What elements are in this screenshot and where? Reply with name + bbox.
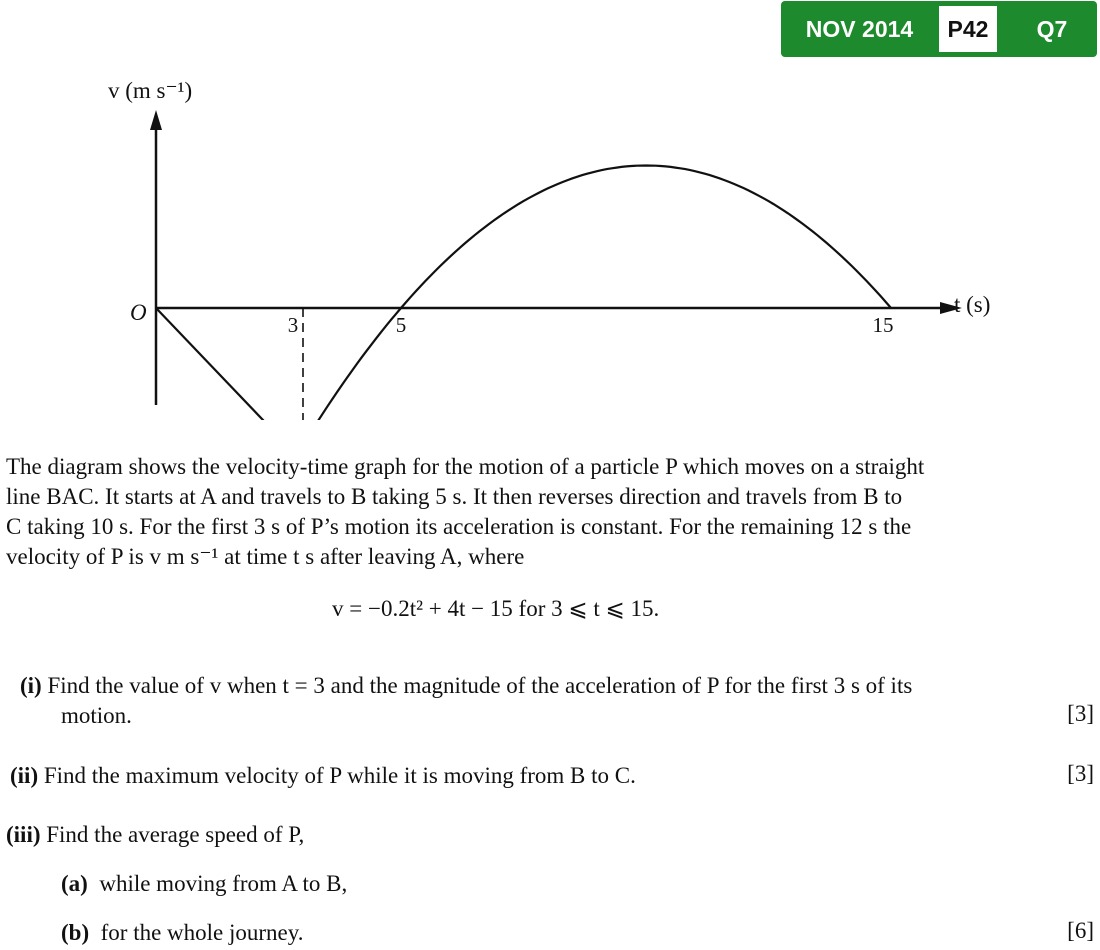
question-text: Find the value of v when t = 3 and the magnitude of the acceleration of P for the first 3 s of its: [47, 673, 913, 698]
y-axis-arrow-icon: [150, 110, 162, 130]
description-line-1: The diagram shows the velocity-time graph for the motion of a particle P which moves on a straight: [6, 454, 925, 479]
exam-paper: P42: [939, 6, 997, 52]
exam-badge: [781, 1, 1097, 57]
question-number: (ii): [10, 763, 39, 788]
marks-ii: [3]: [1067, 761, 1094, 786]
description-line-3: C taking 10 s. For the first 3 s of P’s motion its acceleration is constant. For the remaining 12 s the: [6, 514, 912, 539]
question-i: [20, 671, 912, 701]
x-tick-label: 5: [395, 313, 407, 337]
marks-iii: [6]: [1067, 918, 1094, 943]
description-line-2: line BAC. It starts at A and travels to B taking 5 s. It then reverses direction and travels from B to: [6, 484, 903, 509]
description-line-4: velocity of P is v m s⁻¹ at time t s after leaving A, where: [6, 544, 525, 569]
question-text: Find the average speed of P,: [46, 822, 305, 847]
origin-label: O: [130, 300, 147, 325]
question-number: (iii): [6, 822, 41, 847]
velocity-segment-quadratic: [303, 166, 891, 421]
y-axis-label: v (m s⁻¹): [108, 78, 193, 103]
question-number: (i): [20, 673, 42, 698]
x-tick-label: 15: [872, 313, 894, 337]
exam-session: NOV 2014: [805, 16, 914, 42]
velocity-time-graph: [0, 60, 1100, 420]
question-iii: [6, 820, 304, 850]
velocity-formula: v = −0.2t² + 4t − 15 for 3 ⩽ t ⩽ 15.: [332, 596, 660, 621]
x-tick-label: 3: [287, 313, 299, 337]
subquestion-text: while moving from A to B,: [99, 871, 348, 896]
marks-i: [3]: [1067, 701, 1094, 726]
question-iii-a: [61, 869, 347, 899]
subquestion-text: for the whole journey.: [100, 920, 304, 945]
question-text: Find the maximum velocity of P while it is moving from B to C.: [43, 763, 636, 788]
velocity-segment-linear: [156, 308, 303, 420]
subquestion-label: (b): [61, 920, 90, 945]
x-axis-label: t (s): [954, 292, 991, 317]
question-iii-b: [61, 918, 304, 948]
question-i-continued: motion.: [61, 703, 132, 728]
exam-question-number: Q7: [1036, 16, 1068, 42]
subquestion-label: (a): [61, 871, 88, 896]
question-ii: [10, 761, 636, 791]
problem-description: [6, 452, 1096, 572]
